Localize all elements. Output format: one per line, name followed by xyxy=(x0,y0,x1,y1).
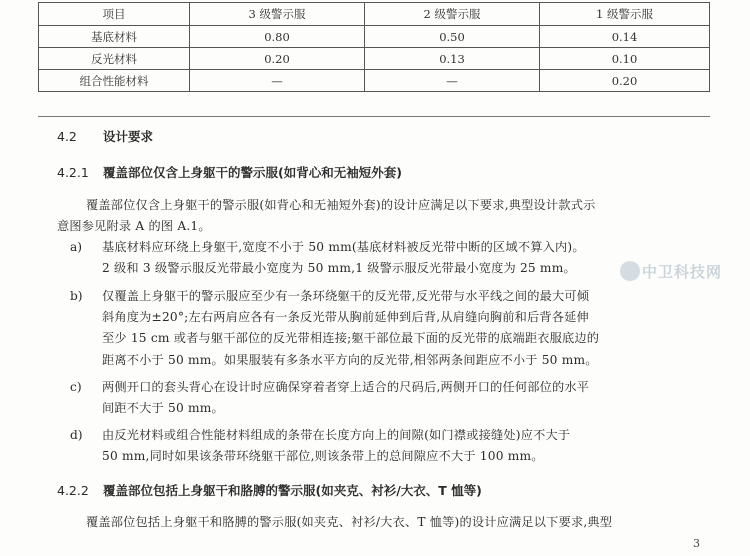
item-d-line-2: 50 mm,同时如果该条带环绕躯干部位,则该条带上的总间隙应不大于 100 mm。 xyxy=(102,449,544,463)
table-cell: 0.14 xyxy=(540,26,710,48)
table-cell: 0.20 xyxy=(190,48,365,70)
intro-line-1: 覆盖部位仅含上身躯干的警示服(如背心和无袖短外套)的设计应满足以下要求,典型设计款式示 xyxy=(86,198,596,212)
performance-table xyxy=(38,2,710,92)
item-b-line-1: 仅覆盖上身躯干的警示服应至少有一条环绕躯干的反光带,反光带与水平线之间的最大可倾 xyxy=(102,289,590,303)
table-row xyxy=(39,70,710,92)
item-b-line-2: 斜角度为±20°;左右两肩应各有一条反光带从胸前延伸到后背,从肩缝向胸前和后背各延伸 xyxy=(102,310,589,324)
table-cell: 0.13 xyxy=(365,48,540,70)
watermark-text: 中卫科技网 xyxy=(642,263,723,281)
table-cell: — xyxy=(365,70,540,92)
item-b-line-3: 至少 15 cm 或者与躯干部位的反光带相连接;躯干部位最下面的反光带的底端距衣服底边的 xyxy=(102,331,600,345)
table-cell: 0.80 xyxy=(190,26,365,48)
table-header-cell: 项目 xyxy=(39,3,190,26)
item-a-line-1: 基底材料应环绕上身躯干,宽度不小于 50 mm(基底材料被反光带中断的区域不算入内)。 xyxy=(102,240,585,254)
table-bottom-rule xyxy=(38,116,710,117)
watermark-logo-icon xyxy=(620,261,640,281)
table-cell: 0.20 xyxy=(540,70,710,92)
table-row xyxy=(39,48,710,70)
item-label: c) xyxy=(70,380,82,394)
table-row xyxy=(39,26,710,48)
section-heading-4-2-2 xyxy=(57,481,482,499)
item-label: b) xyxy=(70,289,83,303)
table-header-cell: 1 级警示服 xyxy=(540,3,710,26)
watermark xyxy=(618,258,748,288)
item-d-line-1: 由反光材料或组合性能材料组成的条带在长度方向上的间隙(如门襟或接缝处)应不大于 xyxy=(102,428,571,442)
table-cell: 反光材料 xyxy=(39,48,190,70)
table-cell: — xyxy=(190,70,365,92)
item-a-line-2: 2 级和 3 级警示服反光带最小宽度为 50 mm,1 级警示服反光带最小宽度为 25 mm。 xyxy=(102,261,576,275)
table-cell: 0.10 xyxy=(540,48,710,70)
item-c-line-2: 间距不大于 50 mm。 xyxy=(102,401,224,415)
section-title: 覆盖部位仅含上身躯干的警示服(如背心和无袖短外套) xyxy=(103,165,402,180)
table-header-cell: 3 级警示服 xyxy=(190,3,365,26)
table-cell: 0.50 xyxy=(365,26,540,48)
intro-line-2: 意图参见附录 A 的图 A.1。 xyxy=(57,219,211,233)
section-number: 4.2 xyxy=(57,129,77,144)
table-header-row xyxy=(39,3,710,26)
item-label: a) xyxy=(70,240,83,254)
section-title: 设计要求 xyxy=(103,129,154,144)
section-number: 4.2.1 xyxy=(57,165,89,180)
section-title: 覆盖部位包括上身躯干和胳膊的警示服(如夹克、衬衫/大衣、T 恤等) xyxy=(103,483,482,498)
table-header-cell: 2 级警示服 xyxy=(365,3,540,26)
section-4-2-2-intro: 覆盖部位包括上身躯干和胳膊的警示服(如夹克、衬衫/大衣、T 恤等)的设计应满足以下要求,典型 xyxy=(86,515,613,529)
item-b-line-4: 距离不小于 50 mm。如果服装有多条水平方向的反光带,相邻两条间距应不小于 50 mm。 xyxy=(102,353,598,367)
section-heading-4-2 xyxy=(57,127,153,145)
item-label: d) xyxy=(70,428,83,442)
section-heading-4-2-1 xyxy=(57,163,402,181)
page-number: 3 xyxy=(693,537,700,550)
section-number: 4.2.2 xyxy=(57,483,89,498)
item-c-line-1: 两侧开口的套头背心在设计时应确保穿着者穿上适合的尺码后,两侧开口的任何部位的水平 xyxy=(102,380,590,394)
table-cell: 基底材料 xyxy=(39,26,190,48)
table-cell: 组合性能材料 xyxy=(39,70,190,92)
